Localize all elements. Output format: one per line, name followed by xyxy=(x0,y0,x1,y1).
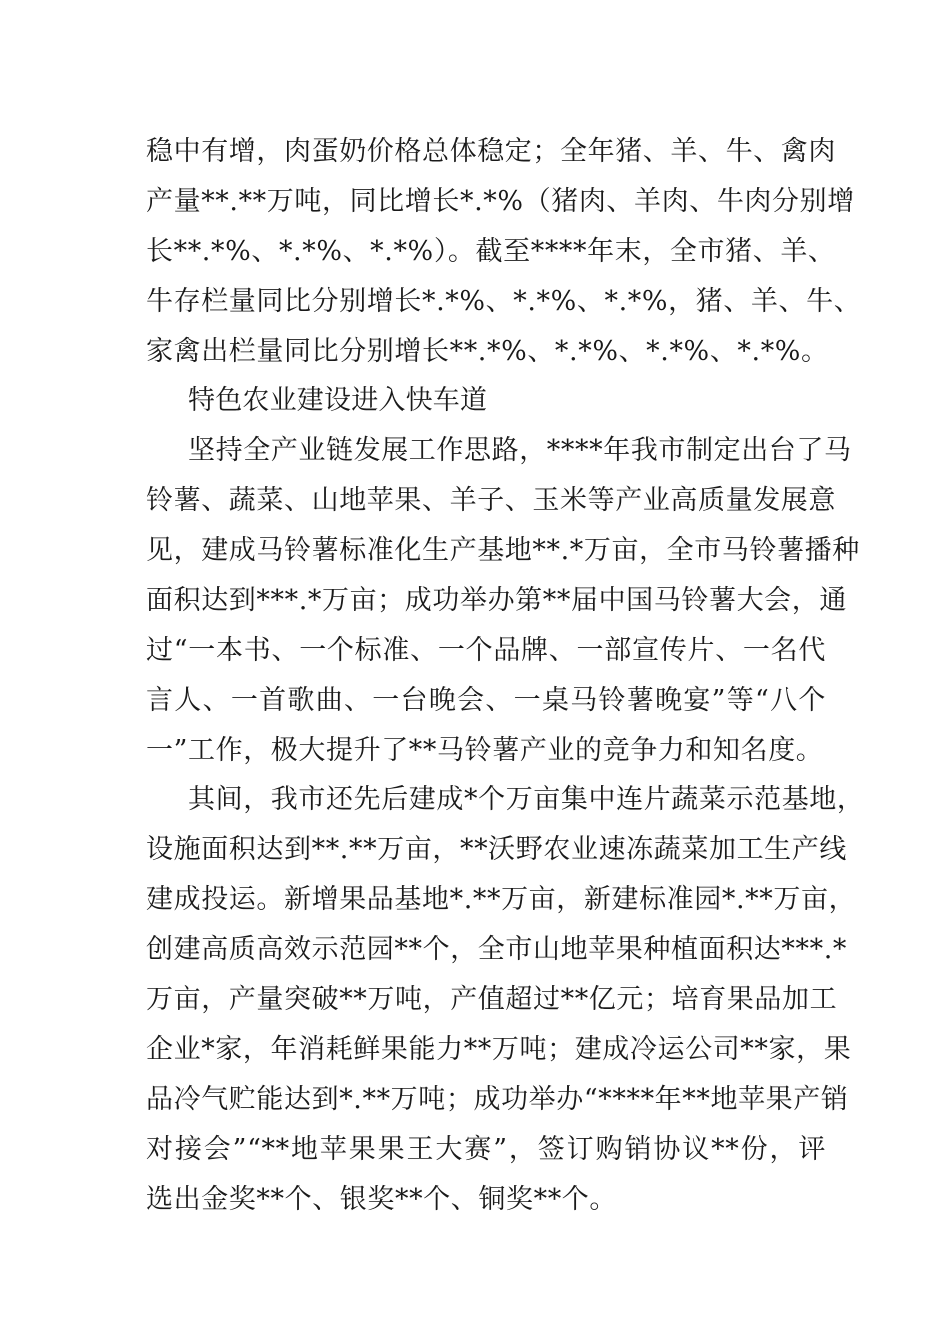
paragraph-3-line-3: 建成投运。新增果品基地*.**万亩，新建标准园*.**万亩， xyxy=(146,884,857,915)
paragraph-2-line-5: 过“一本书、一个标准、一个品牌、一部宣传片、一名代 xyxy=(146,635,826,666)
paragraph-3-line-7: 品冷气贮能达到*.**万吨；成功举办“****年**地苹果产销 xyxy=(146,1084,849,1115)
paragraph-3-line-2: 设施面积达到**.**万亩，**沃野农业速冻蔬菜加工生产线 xyxy=(146,834,847,865)
paragraph-1-line-4: 牛存栏量同比分别增长*.*%、*.*%、*.*%，猪、羊、牛、 xyxy=(146,286,862,317)
paragraph-3-line-8: 对接会”“**地苹果果王大赛”，签订购销协议**份，评 xyxy=(146,1134,826,1165)
paragraph-3-line-5: 万亩，产量突破**万吨，产值超过**亿元；培育果品加工 xyxy=(146,984,838,1015)
paragraph-3-line-1: 其间，我市还先后建成*个万亩集中连片蔬菜示范基地， xyxy=(188,784,865,815)
paragraph-3-line-9: 选出金奖**个、银奖**个、铜奖**个。 xyxy=(146,1184,617,1215)
paragraph-2-line-1: 坚持全产业链发展工作思路，****年我市制定出台了马 xyxy=(188,435,852,466)
paragraph-1-line-3: 长**.*%、*.*%、*.*%）。截至****年末，全市猪、羊、 xyxy=(146,236,836,267)
paragraph-3-line-6: 企业*家，年消耗鲜果能力**万吨；建成冷运公司**家，果 xyxy=(146,1034,852,1065)
paragraph-1-line-1: 稳中有增，肉蛋奶价格总体稳定；全年猪、羊、牛、禽肉 xyxy=(146,136,836,167)
paragraph-2-line-7: 一”工作，极大提升了**马铃薯产业的竞争力和知名度。 xyxy=(146,735,824,766)
paragraph-3-line-4: 创建高质高效示范园**个，全市山地苹果种植面积达***.* xyxy=(146,934,847,965)
paragraph-2-line-3: 见，建成马铃薯标准化生产基地**.*万亩，全市马铃薯播种 xyxy=(146,535,860,566)
section-heading: 特色农业建设进入快车道 xyxy=(188,385,488,416)
paragraph-2-line-6: 言人、一首歌曲、一台晚会、一桌马铃薯晚宴”等“八个 xyxy=(146,685,826,716)
paragraph-2-line-4: 面积达到***.*万亩；成功举办第**届中国马铃薯大会，通 xyxy=(146,585,847,616)
paragraph-2-line-2: 铃薯、蔬菜、山地苹果、羊子、玉米等产业高质量发展意 xyxy=(146,485,836,516)
paragraph-1-line-5: 家禽出栏量同比分别增长**.*%、*.*%、*.*%、*.*%。 xyxy=(146,336,829,367)
paragraph-1-line-2: 产量**.**万吨，同比增长*.*%（猪肉、羊肉、牛肉分别增 xyxy=(146,186,855,217)
